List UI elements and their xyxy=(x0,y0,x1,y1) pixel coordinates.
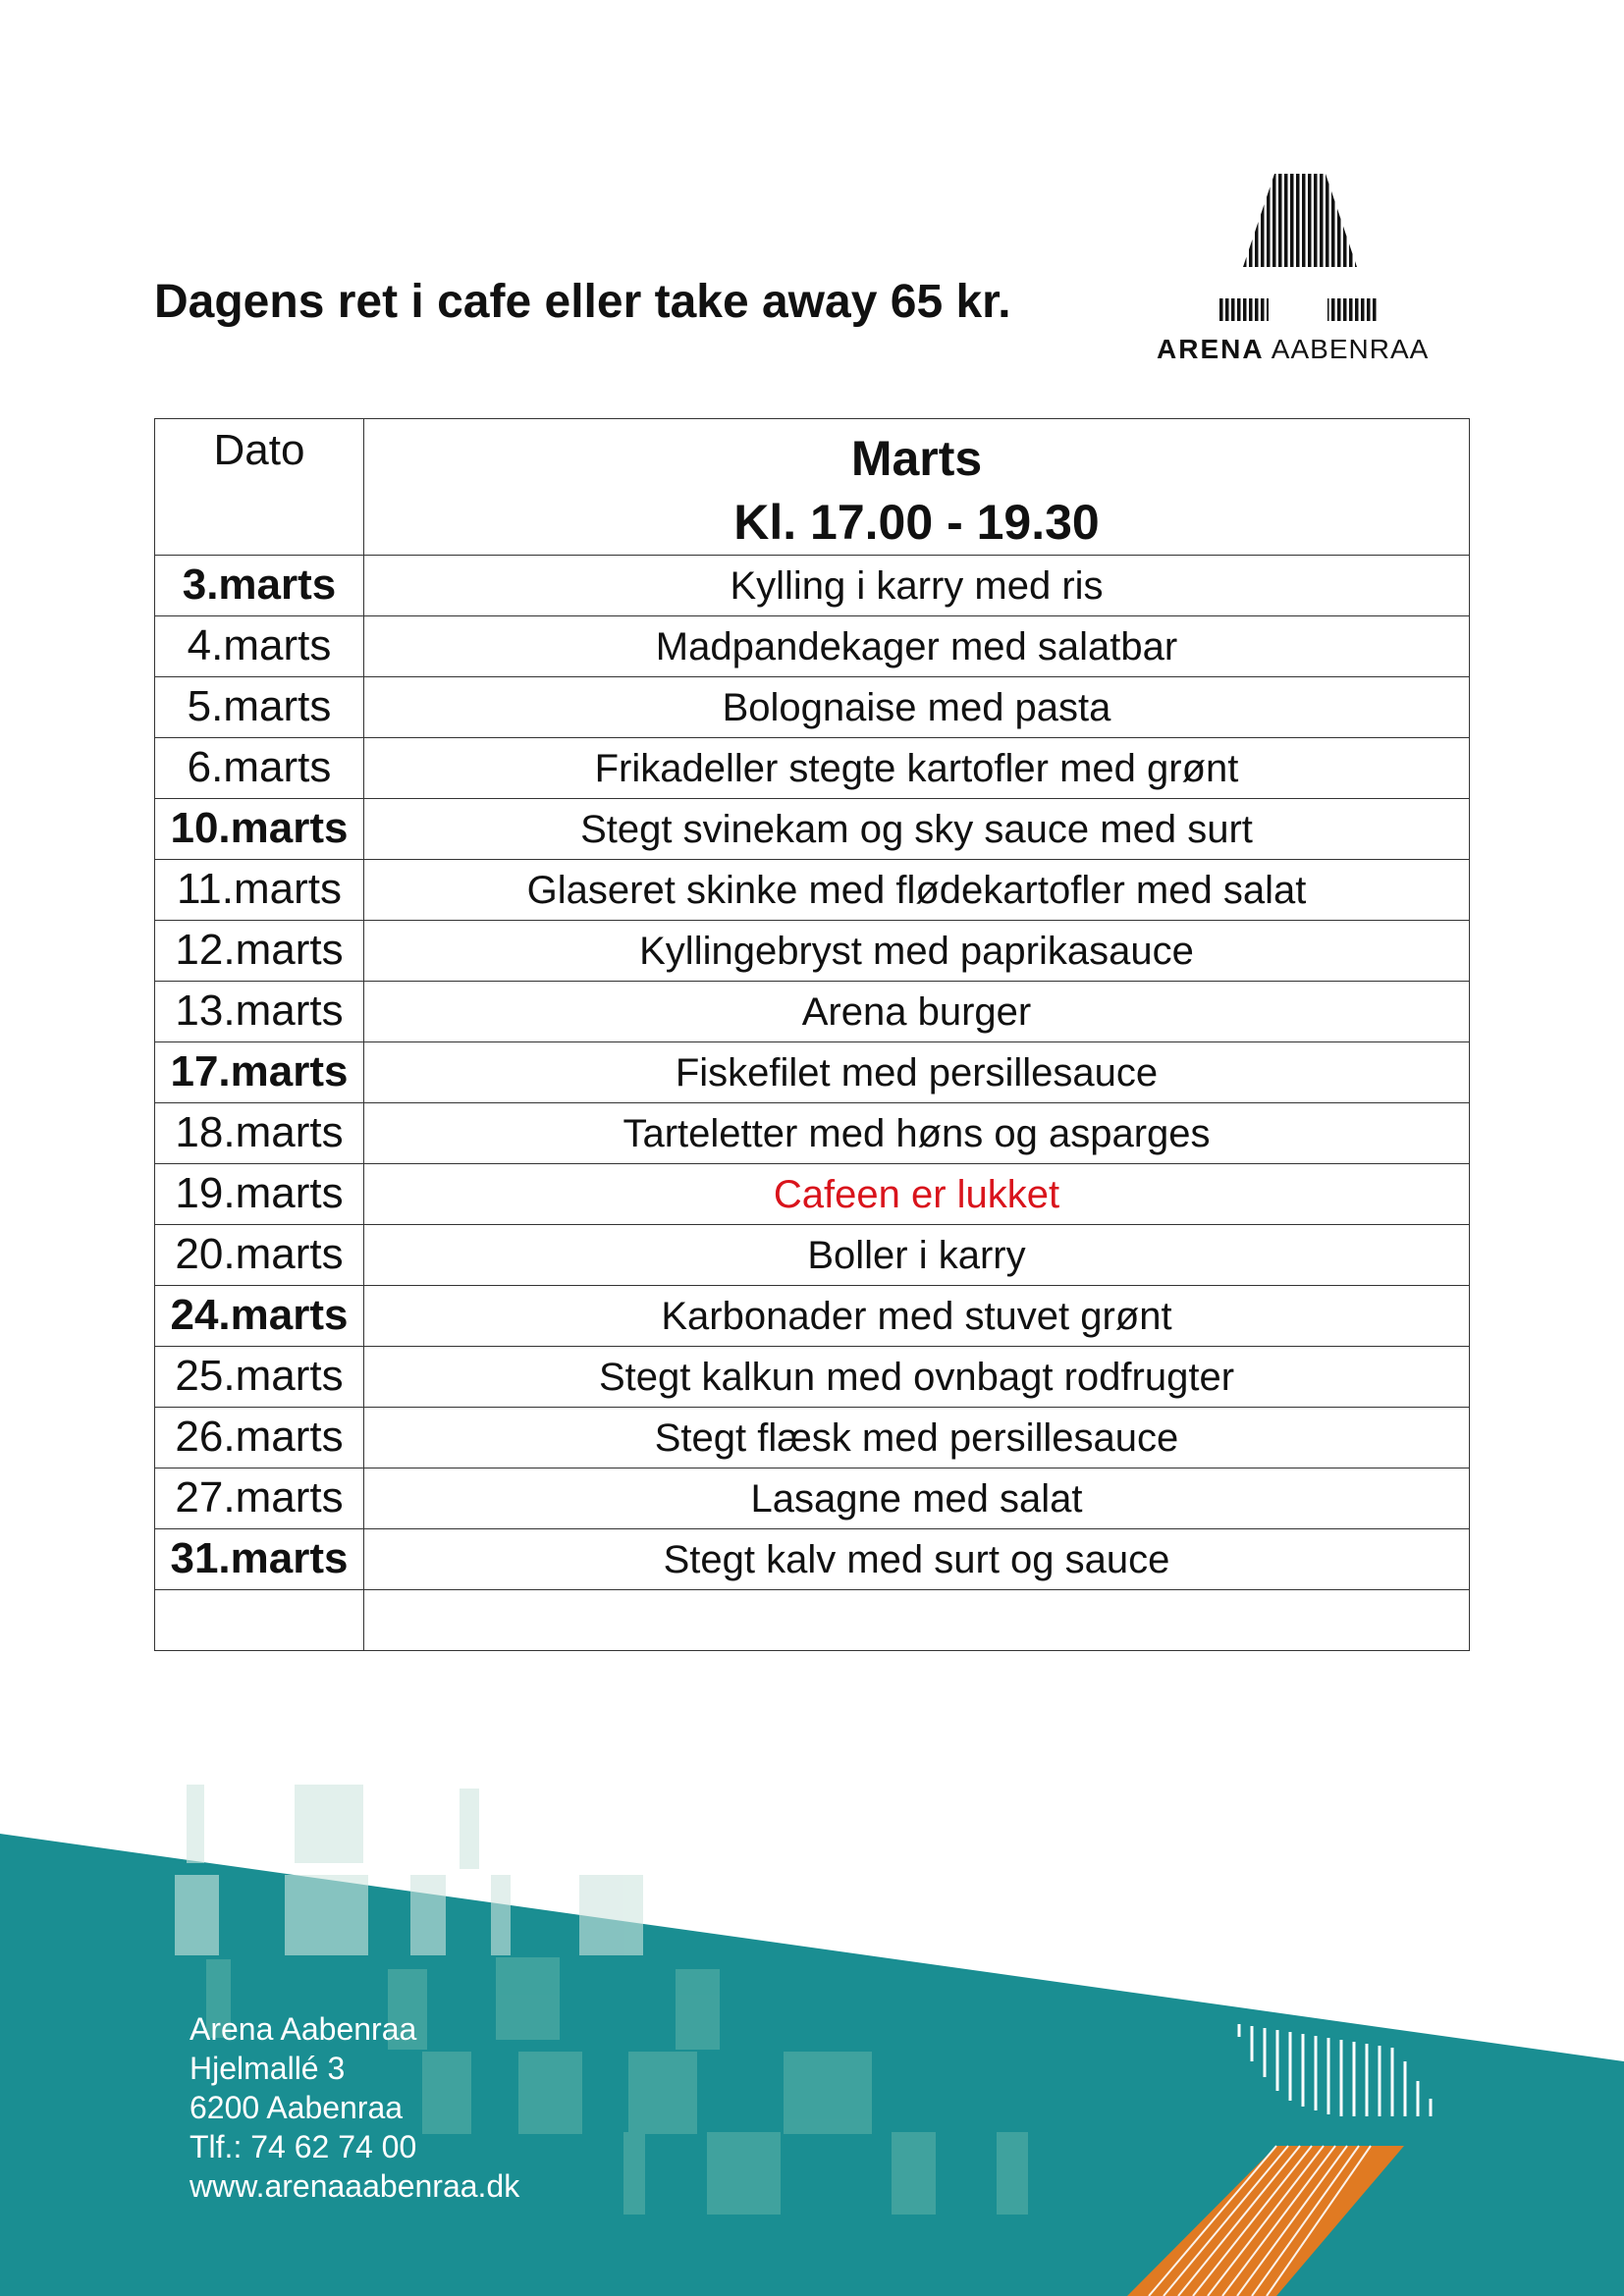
table-row xyxy=(155,1408,1470,1468)
address-website[interactable]: www.arenaaabenraa.dk xyxy=(189,2168,520,2204)
dish-cell: Glaseret skinke med flødekartofler med salat xyxy=(364,860,1470,921)
table-row xyxy=(155,799,1470,860)
month-header-cell xyxy=(364,419,1470,556)
address-name: Arena Aabenraa xyxy=(189,2011,417,2047)
dish-cell: Stegt kalkun med ovnbagt rodfrugter xyxy=(364,1347,1470,1408)
dish-cell xyxy=(364,1590,1470,1651)
menu-table xyxy=(154,418,1470,1651)
dish-cell: Boller i karry xyxy=(364,1225,1470,1286)
date-cell: 18.marts xyxy=(155,1103,364,1164)
date-cell: 24.marts xyxy=(155,1286,364,1347)
date-cell: 17.marts xyxy=(155,1042,364,1103)
date-cell xyxy=(155,1590,364,1651)
address-street: Hjelmallé 3 xyxy=(189,2051,346,2086)
dish-cell: Tarteletter med høns og asparges xyxy=(364,1103,1470,1164)
table-row xyxy=(155,1164,1470,1225)
date-cell: 25.marts xyxy=(155,1347,364,1408)
date-cell: 27.marts xyxy=(155,1468,364,1529)
date-cell: 11.marts xyxy=(155,860,364,921)
dish-cell: Madpandekager med salatbar xyxy=(364,616,1470,677)
date-cell: 5.marts xyxy=(155,677,364,738)
date-cell: 3.marts xyxy=(155,556,364,616)
time-header: Kl. 17.00 - 19.30 xyxy=(733,495,1100,550)
dish-cell: Kyllingebryst med paprikasauce xyxy=(364,921,1470,982)
dish-cell: Lasagne med salat xyxy=(364,1468,1470,1529)
closed-notice-cell: Cafeen er lukket xyxy=(364,1164,1470,1225)
table-row xyxy=(155,738,1470,799)
table-row xyxy=(155,1347,1470,1408)
month-header: Marts xyxy=(850,431,983,486)
dish-cell: Frikadeller stegte kartofler med grønt xyxy=(364,738,1470,799)
dish-cell: Bolognaise med pasta xyxy=(364,677,1470,738)
dish-cell: Fiskefilet med persillesauce xyxy=(364,1042,1470,1103)
table-header-row xyxy=(155,419,1470,556)
date-cell: 26.marts xyxy=(155,1408,364,1468)
table-row xyxy=(155,677,1470,738)
table-row xyxy=(155,1042,1470,1103)
logo-brand-bold: ARENA xyxy=(1157,334,1265,364)
dish-cell: Stegt flæsk med persillesauce xyxy=(364,1408,1470,1468)
table-row xyxy=(155,1468,1470,1529)
date-cell: 19.marts xyxy=(155,1164,364,1225)
table-row xyxy=(155,1529,1470,1590)
dish-cell: Arena burger xyxy=(364,982,1470,1042)
table-row xyxy=(155,616,1470,677)
dish-cell: Karbonader med stuvet grønt xyxy=(364,1286,1470,1347)
date-cell: 13.marts xyxy=(155,982,364,1042)
page-title: Dagens ret i cafe eller take away 65 kr. xyxy=(154,276,1011,328)
date-header-cell xyxy=(155,419,364,556)
table-row xyxy=(155,921,1470,982)
address-city: 6200 Aabenraa xyxy=(189,2090,404,2125)
table-row xyxy=(155,982,1470,1042)
dish-cell: Stegt svinekam og sky sauce med surt xyxy=(364,799,1470,860)
date-cell: 6.marts xyxy=(155,738,364,799)
date-cell: 12.marts xyxy=(155,921,364,982)
table-row xyxy=(155,556,1470,616)
logo-brand-rest: AABENRAA xyxy=(1264,334,1430,364)
date-cell: 4.marts xyxy=(155,616,364,677)
date-header: Dato xyxy=(213,426,305,474)
date-cell: 10.marts xyxy=(155,799,364,860)
dish-cell: Kylling i karry med ris xyxy=(364,556,1470,616)
table-row xyxy=(155,1286,1470,1347)
date-cell: 31.marts xyxy=(155,1529,364,1590)
table-row xyxy=(155,1590,1470,1651)
address-phone: Tlf.: 74 62 74 00 xyxy=(189,2129,417,2164)
footer-address xyxy=(189,2009,519,2206)
logo-wordmark xyxy=(1157,334,1429,365)
date-cell: 20.marts xyxy=(155,1225,364,1286)
dish-cell: Stegt kalv med surt og sauce xyxy=(364,1529,1470,1590)
table-row xyxy=(155,860,1470,921)
table-row xyxy=(155,1225,1470,1286)
table-row xyxy=(155,1103,1470,1164)
